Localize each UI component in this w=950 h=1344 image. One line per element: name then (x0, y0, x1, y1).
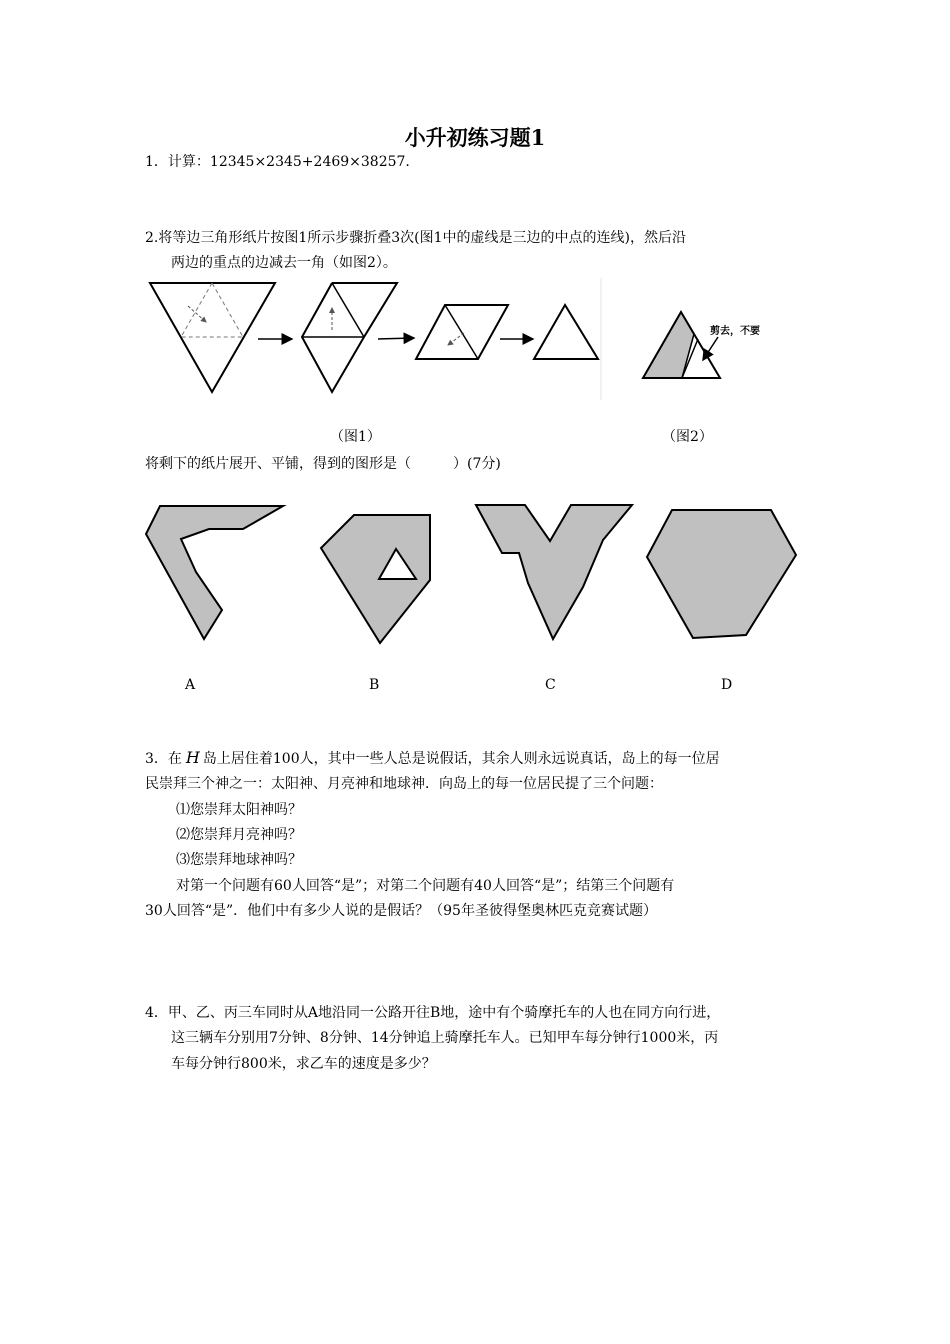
figure-1-caption: （图1） (330, 429, 381, 445)
option-a-label: A (185, 677, 196, 693)
question-2-line-1: 2.将等边三角形纸片按图1所示步骤折叠3次(图1中的虚线是三边的中点的连线)，然后沿 (145, 230, 687, 246)
question-2-prompt: 将剩下的纸片展开、平铺，得到的图形是（ ）(7分) (145, 456, 501, 472)
option-b-shape (321, 515, 430, 643)
arrow-2 (378, 338, 414, 339)
question-3-item-3: ⑶您崇拜地球神吗？ (176, 852, 302, 868)
island-name: H (185, 748, 200, 767)
question-2-line-2: 两边的重点的边减去一角（如图2）。 (171, 255, 397, 271)
figure-2-caption: （图2） (662, 429, 713, 445)
option-b-label: B (369, 677, 380, 693)
question-3-line-1 (145, 746, 720, 771)
fold-step-1 (150, 283, 275, 392)
option-a-shape (146, 506, 283, 639)
question-4-line-2: 这三辆车分别用7分钟、8分钟、14分钟追上骑摩托车人。已知甲车每分钟行1000米，丙 (171, 1030, 719, 1046)
question-1: 1．计算：12345×2345+2469×38257. (145, 154, 410, 170)
question-3-prefix: 3．在 (145, 751, 182, 767)
option-d-shape (647, 510, 796, 638)
page-title: 小升初练习题1 (404, 125, 546, 150)
option-c-shape (476, 505, 632, 639)
question-3-item-1: ⑴您崇拜太阳神吗？ (176, 802, 302, 818)
question-3-line-3: 对第一个问题有60人回答“是”；对第二个问题有40人回答“是”；结第三个问题有 (176, 878, 675, 894)
question-3-line-2: 民崇拜三个神之一：太阳神、月亮神和地球神．向岛上的每一位居民提了三个问题： (145, 776, 663, 792)
fold-step-2 (302, 283, 397, 392)
figure-2-cut (640, 305, 790, 385)
option-d-label: D (721, 677, 733, 693)
question-3-item-2: ⑵您崇拜月亮神吗？ (176, 827, 302, 843)
figure-1-folding-steps (140, 278, 610, 403)
cut-label: 剪去，不要 (710, 326, 760, 337)
option-c-label: C (545, 677, 556, 693)
question-3-line-1-rest: 岛上居住着100人，其中一些人总是说假话，其余人则永远说真话，岛上的每一位居 (202, 751, 720, 767)
question-3-line-4: 30人回答“是”．他们中有多少人说的是假话？（95年圣彼得堡奥林匹克竞赛试题） (145, 903, 657, 919)
fold-step-4 (534, 305, 598, 359)
fold-step-3 (416, 305, 508, 359)
option-shapes (140, 498, 810, 648)
question-4-line-3: 车每分钟行800米，求乙车的速度是多少？ (171, 1056, 436, 1072)
question-4-line-1: 4．甲、乙、丙三车同时从A地沿同一公路开往B地，途中有个骑摩托车的人也在同方向行进， (145, 1005, 721, 1021)
